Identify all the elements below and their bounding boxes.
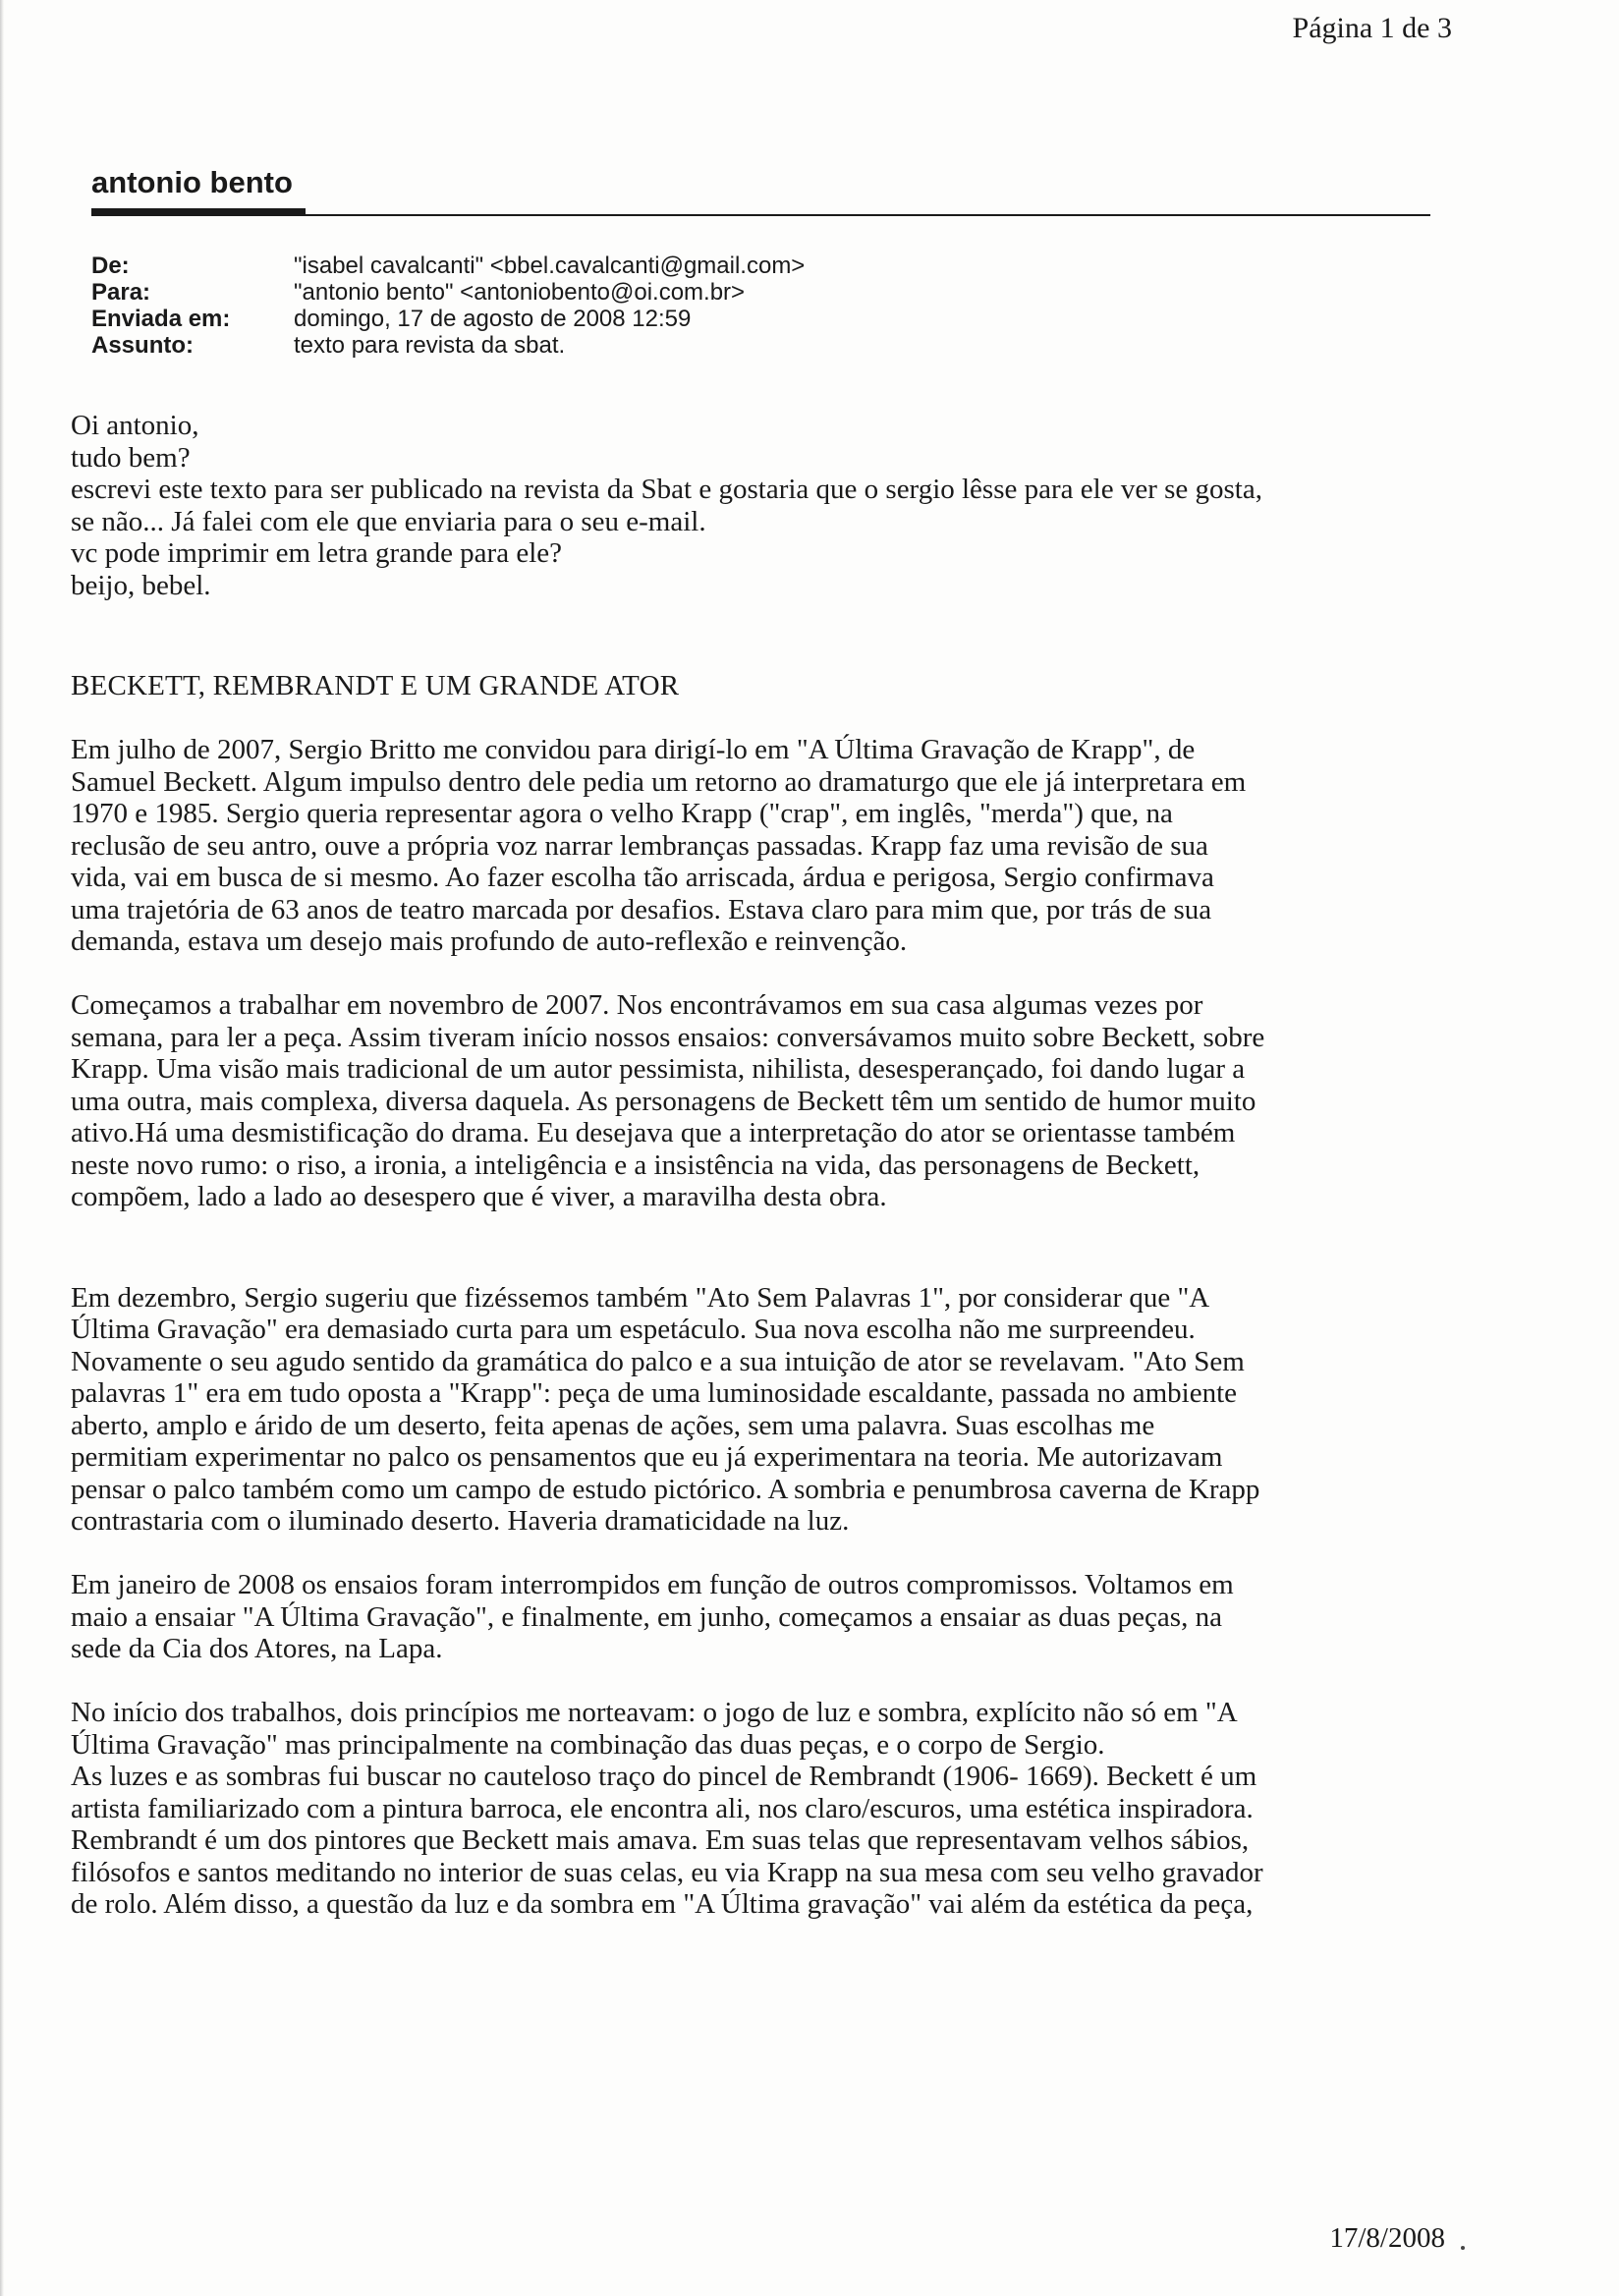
- article-line: Última Gravação" era demasiado curta para um espetáculo. Sua nova escolha não me surpreendeu.: [71, 1314, 1196, 1345]
- greeting-line: escrevi este texto para ser publicado na revista da Sbat e gostaria que o sergio lêsse para ele ver se gosta,: [71, 474, 1262, 505]
- article-line: Começamos a trabalhar em novembro de 2007. Nos encontrávamos em sua casa algumas vezes por: [71, 989, 1203, 1021]
- article-line: Última Gravação" mas principalmente na combinação das duas peças, e o corpo de Sergio.: [71, 1728, 1105, 1761]
- article-line: uma outra, mais complexa, diversa daquela. As personagens de Beckett têm um sentido de humor muito: [71, 1085, 1256, 1117]
- scan-edge: [0, 0, 4, 2296]
- article-line: artista familiarizado com a pintura barroca, ele encontra ali, nos claro/escuros, uma estética inspiradora.: [71, 1792, 1254, 1824]
- article-line: Em julho de 2007, Sergio Britto me convidou para dirigí-lo em "A Última Gravação de Krapp", de: [71, 734, 1196, 765]
- article-line: aberto, amplo e árido de um deserto, feita apenas de ações, sem uma palavra. Suas escolhas me: [71, 1409, 1155, 1441]
- greeting-line: tudo bem?: [71, 441, 191, 474]
- article-title: BECKETT, REMBRANDT E UM GRANDE ATOR: [71, 670, 680, 701]
- greeting-line: beijo, bebel.: [71, 569, 211, 601]
- article-line: 1970 e 1985. Sergio queria representar agora o velho Krapp ("crap", em inglês, "merda") que, na: [71, 798, 1173, 829]
- scan-speck: [1461, 2246, 1465, 2250]
- article-line: vida, vai em busca de si mesmo. Ao fazer escolha tão arriscada, árdua e perigosa, Sergio confirmava: [71, 862, 1214, 893]
- to-row: [91, 279, 805, 306]
- article-line: Em dezembro, Sergio sugeriu que fizéssemos também "Ato Sem Palavras 1", por considerar que "A: [71, 1281, 1210, 1314]
- article-line: reclusão de seu antro, ouve a própria voz narrar lembranças passadas. Krapp faz uma revisão de sua: [71, 829, 1208, 862]
- article-line: semana, para ler a peça. Assim tiveram início nossos ensaios: conversávamos muito sobre Beckett, sobre: [71, 1021, 1265, 1053]
- to-value: "antonio bento" <antoniobento@oi.com.br>: [294, 279, 746, 306]
- sender-name: antonio bento: [91, 165, 293, 199]
- article-line: filósofos e santos meditando no interior de suas celas, eu via Krapp na sua mesa com seu velho gravador: [71, 1856, 1263, 1888]
- subject-row: [91, 332, 805, 359]
- to-label: Para:: [91, 279, 151, 306]
- sent-row: [91, 306, 805, 332]
- article-line: sede da Cia dos Atores, na Lapa.: [71, 1633, 443, 1664]
- article-line: Rembrandt é um dos pintores que Beckett mais amava. Em suas telas que representavam velhos sábios,: [71, 1824, 1250, 1856]
- article-line: demanda, estava um desejo mais profundo de auto-reflexão e reinvenção.: [71, 925, 908, 957]
- article-line: neste novo rumo: o riso, a ironia, a inteligência e a insistência na vida, das personagens de Beckett,: [71, 1148, 1200, 1181]
- article-line: pensar o palco também como um campo de estudo pictórico. A sombria e penumbrosa caverna de Krapp: [71, 1473, 1260, 1505]
- article-line: contrastaria com o iluminado deserto. Haveria dramaticidade na luz.: [71, 1505, 850, 1537]
- email-headers: [91, 252, 805, 359]
- from-label: De:: [91, 252, 130, 279]
- article-line: uma trajetória de 63 anos de teatro marcada por desafios. Estava claro para mim que, por trás de sua: [71, 893, 1212, 925]
- article-line: ativo.Há uma desmistificação do drama. Eu desejava que a interpretação do ator se orientasse também: [71, 1117, 1236, 1148]
- greeting-line: Oi antonio,: [71, 410, 199, 441]
- from-row: [91, 252, 805, 279]
- sent-value: domingo, 17 de agosto de 2008 12:59: [294, 306, 692, 332]
- footer-date: 17/8/2008: [1329, 2222, 1445, 2254]
- article-line: Samuel Beckett. Algum impulso dentro dele pedia um retorno ao dramaturgo que ele já interpretara em: [71, 765, 1247, 798]
- article-line: compõem, lado a lado ao desespero que é viver, a maravilha desta obra.: [71, 1181, 887, 1212]
- greeting-line: vc pode imprimir em letra grande para ele?: [71, 537, 563, 569]
- article-line: Novamente o seu agudo sentido da gramática do palco e a sua intuição de ator se revelavam. "Ato Sem: [71, 1345, 1245, 1377]
- greeting-line: se não... Já falei com ele que enviaria para o seu e-mail.: [71, 505, 706, 537]
- article-line: de rolo. Além disso, a questão da luz e da sombra em "A Última gravação" vai além da estética da peça,: [71, 1888, 1254, 1920]
- header-divider: [91, 214, 1430, 216]
- from-value: "isabel cavalcanti" <bbel.cavalcanti@gmail.com>: [294, 252, 806, 279]
- article-line: Krapp. Uma visão mais tradicional de um autor pessimista, nihilista, desesperançado, foi dando lugar a: [71, 1053, 1246, 1085]
- article-line: No início dos trabalhos, dois princípios me norteavam: o jogo de luz e sombra, explícito não só em "A: [71, 1697, 1238, 1728]
- email-body: [71, 410, 1466, 1921]
- page-number: Página 1 de 3: [1292, 12, 1452, 44]
- article-line: As luzes e as sombras fui buscar no cauteloso traço do pincel de Rembrandt (1906- 1669). Beckett é um: [71, 1761, 1257, 1792]
- article-line: permitiam experimentar no palco os pensamentos que eu já experimentara na teoria. Me autorizavam: [71, 1441, 1223, 1473]
- subject-value: texto para revista da sbat.: [294, 332, 566, 359]
- sent-label: Enviada em:: [91, 306, 231, 332]
- article-line: Em janeiro de 2008 os ensaios foram interrompidos em função de outros compromissos. Voltamos em: [71, 1569, 1234, 1600]
- subject-label: Assunto:: [91, 332, 194, 359]
- article-line: palavras 1" era em tudo oposta a "Krapp": peça de uma luminosidade escaldante, passada no ambiente: [71, 1377, 1238, 1409]
- article-line: maio a ensaiar "A Última Gravação", e finalmente, em junho, começamos a ensaiar as duas peças, na: [71, 1600, 1222, 1633]
